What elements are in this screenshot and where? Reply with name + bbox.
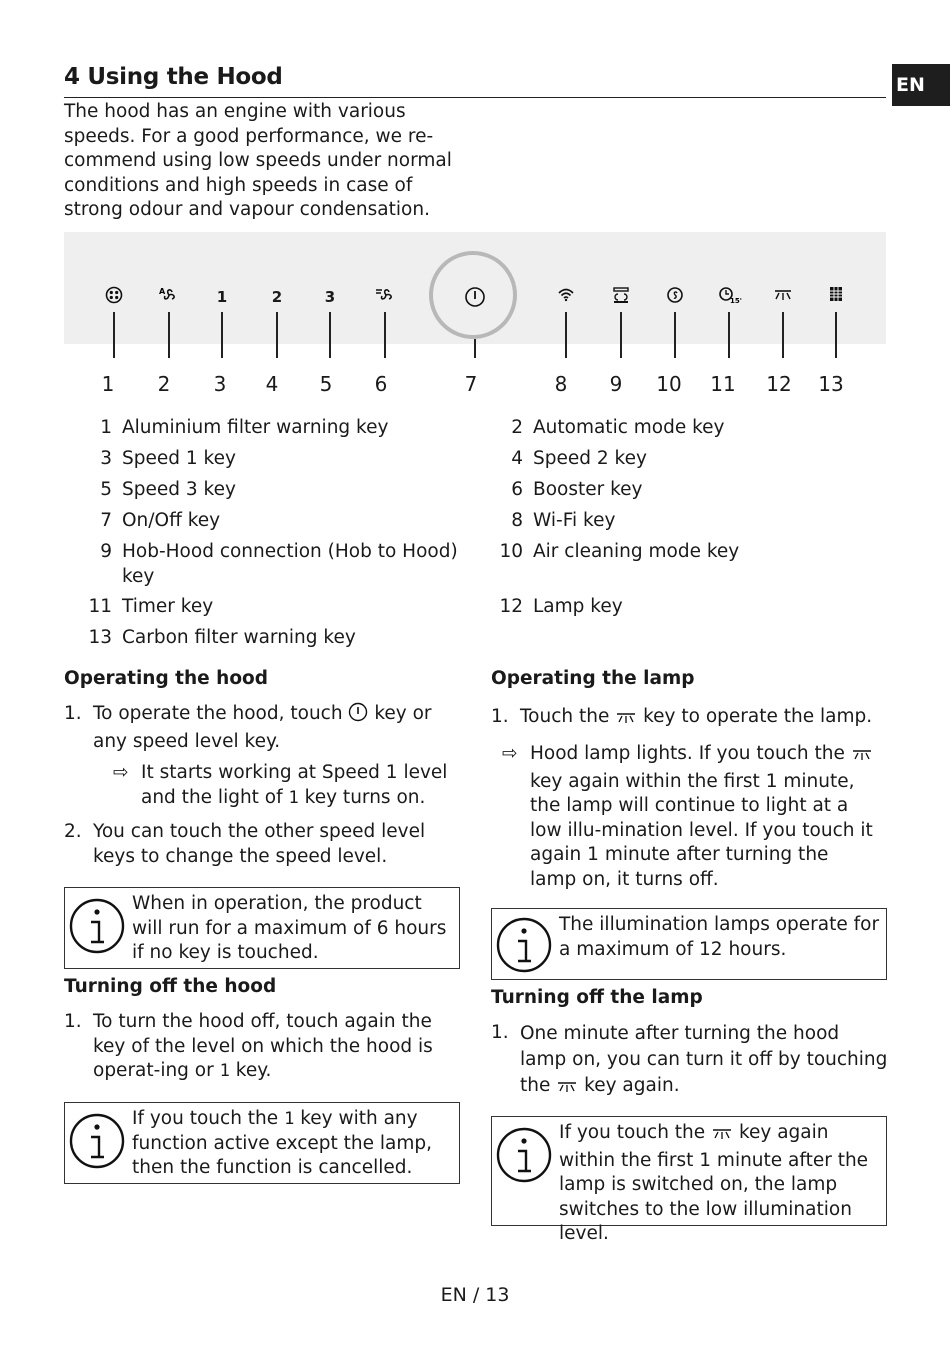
- info-note: [491, 908, 887, 980]
- callout-number: 1: [101, 372, 115, 396]
- lamp-icon: [711, 1124, 733, 1149]
- hob-hood-icon: [608, 286, 634, 308]
- svg-text:A: A: [159, 287, 166, 296]
- power-icon: [348, 702, 368, 730]
- step-number: 1.: [64, 703, 82, 724]
- callout-number: 7: [464, 372, 478, 396]
- power-icon: [462, 286, 488, 308]
- leader-line: [329, 312, 331, 358]
- fan-auto-icon: [156, 286, 182, 308]
- svg-text:15': 15': [730, 297, 742, 305]
- operating-hood-result: It starts working at Speed 1 level and the light of 1 key turns on.: [141, 762, 448, 808]
- booster-icon: [372, 286, 398, 308]
- info-note-text: When in operation, the product will run for a maximum of 6 hours if no key is touched.: [132, 893, 447, 964]
- leader-line: [835, 312, 837, 358]
- leader-line: [276, 312, 278, 358]
- heading-turning-off-hood: Turning off the hood: [64, 976, 277, 997]
- leader-line: [782, 312, 784, 358]
- step-number: 1.: [64, 1011, 82, 1032]
- filter-icon: [101, 286, 127, 308]
- air-cleaning-icon: [662, 286, 688, 308]
- step-number: 1.: [491, 1022, 509, 1043]
- leader-line: [168, 312, 170, 358]
- info-note: [64, 887, 460, 969]
- page-number: EN / 13: [440, 1284, 510, 1306]
- result-arrow-icon: ⇨: [502, 743, 518, 764]
- info-note-text: If you touch the 1 key with any function active except the lamp, then the function is cancelled.: [132, 1108, 433, 1179]
- wifi-icon: [553, 286, 579, 308]
- callout-number: 5: [319, 372, 333, 396]
- step-number: 1.: [491, 706, 509, 727]
- info-note-text: The illumination lamps operate for a maximum of 12 hours.: [559, 914, 880, 960]
- info-icon: [69, 898, 125, 954]
- callout-number: 12: [766, 372, 792, 396]
- leader-line: [565, 312, 567, 358]
- turning-off-lamp-step-1: One minute after turning the hood lamp on, you can turn it off by touching the key again.: [520, 1021, 890, 1102]
- language-tab: EN: [892, 64, 950, 106]
- callout-number: 3: [213, 372, 227, 396]
- callout-number: 2: [157, 372, 171, 396]
- leader-line: [113, 312, 115, 358]
- callout-number: 11: [710, 372, 736, 396]
- lamp-icon: [556, 1076, 578, 1102]
- callout-number: 10: [656, 372, 682, 396]
- info-note: [64, 1102, 460, 1184]
- timer-icon: [716, 286, 742, 308]
- lamp-icon: [851, 745, 873, 770]
- speed-2-icon: 2: [271, 288, 283, 306]
- info-note: [491, 1116, 887, 1245]
- leader-line: [384, 312, 386, 358]
- leader-line: [620, 312, 622, 358]
- callout-number: 9: [609, 372, 623, 396]
- section-title: 4 Using the Hood: [64, 64, 283, 90]
- callout-number: 13: [818, 372, 844, 396]
- operating-hood-step-1: To operate the hood, touch key or any speed level key.: [93, 703, 432, 752]
- lamp-icon: [615, 708, 637, 733]
- leader-line: [474, 339, 476, 358]
- turning-off-hood-step-1: To turn the hood off, touch again the key of the level on which the hood is operat-ing or 1 key.: [93, 1011, 433, 1082]
- callout-number: 4: [265, 372, 279, 396]
- heading-operating-lamp: Operating the lamp: [491, 668, 695, 689]
- carbon-filter-icon: [823, 286, 849, 308]
- info-icon: [496, 917, 552, 973]
- operating-hood-step-2: You can touch the other speed level keys to change the speed level.: [93, 821, 426, 867]
- operating-lamp-step-1: Touch the key to operate the lamp.: [520, 705, 890, 733]
- title-divider: [64, 97, 886, 98]
- info-icon: [496, 1127, 552, 1183]
- operating-lamp-result: Hood lamp lights. If you touch the key again within the first 1 minute, the lamp will continue to light at a low illu-mination level. If you touch it again 1 minute after turning the lamp on, it turns off.: [530, 743, 873, 890]
- step-number: 2.: [64, 821, 82, 842]
- callout-number: 8: [554, 372, 568, 396]
- leader-line: [674, 312, 676, 358]
- intro-paragraph: The hood has an engine with various speeds. For a good performance, we re-commend using low speeds under normal conditions and high speeds in case of strong odour and vapour condensation.: [64, 101, 452, 221]
- callout-number: 6: [374, 372, 388, 396]
- heading-turning-off-lamp: Turning off the lamp: [491, 987, 703, 1008]
- info-note-text: If you touch the key again within the first 1 minute after the lamp is switched on, the lamp switches to the low illumination level.: [559, 1122, 869, 1245]
- panel-icons: [0, 0, 1, 1]
- leader-line: [221, 312, 223, 358]
- heading-operating-hood: Operating the hood: [64, 668, 268, 689]
- result-arrow-icon: ⇨: [113, 762, 129, 783]
- info-icon: [69, 1113, 125, 1169]
- leader-line: [728, 312, 730, 358]
- lamp-icon: [770, 286, 796, 308]
- speed-3-icon: 3: [324, 288, 336, 306]
- speed-1-icon: 1: [216, 288, 228, 306]
